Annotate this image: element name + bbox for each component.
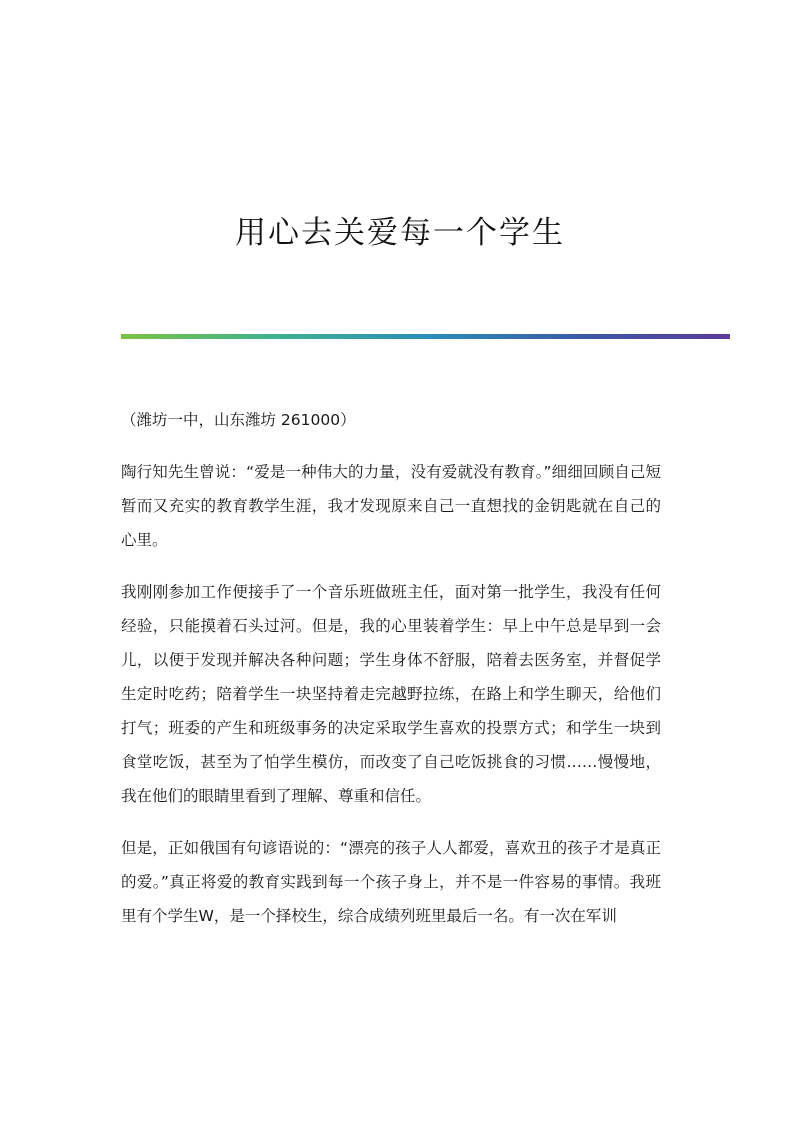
paragraph-1: 陶行知先生曾说：“爱是一种伟大的力量，没有爱就没有教育。”细细回顾自己短暂而又充实的教育教学生涯，我才发现原来自己一直想找的金钥匙就在自己的心里。 [121,463,661,549]
paragraph-3: 但是，正如俄国有句谚语说的：“漂亮的孩子人人都爱，喜欢丑的孩子才是真正的爱。”真正将爱的教育实践到每一个孩子身上，并不是一件容易的事情。我班里有个学生W，是一个择校生，综合成绩列班里最后一名。有一次在军训 [121,839,661,925]
author-affiliation: （潍坊一中，山东潍坊 261000） [121,411,356,429]
document-body [121,403,661,951]
paragraph-2: 我刚刚参加工作便接手了一个音乐班做班主任，面对第一批学生，我没有任何经验，只能摸着石头过河。但是，我的心里装着学生：早上中午总是早到一会儿，以便于发现并解决各种问题；学生身体不舒服，陪着去医务室，并督促学生定时吃药；陪着学生一块坚持着走完越野拉练，在路上和学生聊天，给他们打气；班委的产生和班级事务的决定采取学生喜欢的投票方式；和学生一块到食堂吃饭，甚至为了怕学生模仿，而改变了自己吃饭挑食的习惯……慢慢地，我在他们的眼睛里看到了理解、尊重和信任。 [121,583,661,805]
title-divider [121,334,730,339]
document-title: 用心去关爱每一个学生 [235,214,565,251]
